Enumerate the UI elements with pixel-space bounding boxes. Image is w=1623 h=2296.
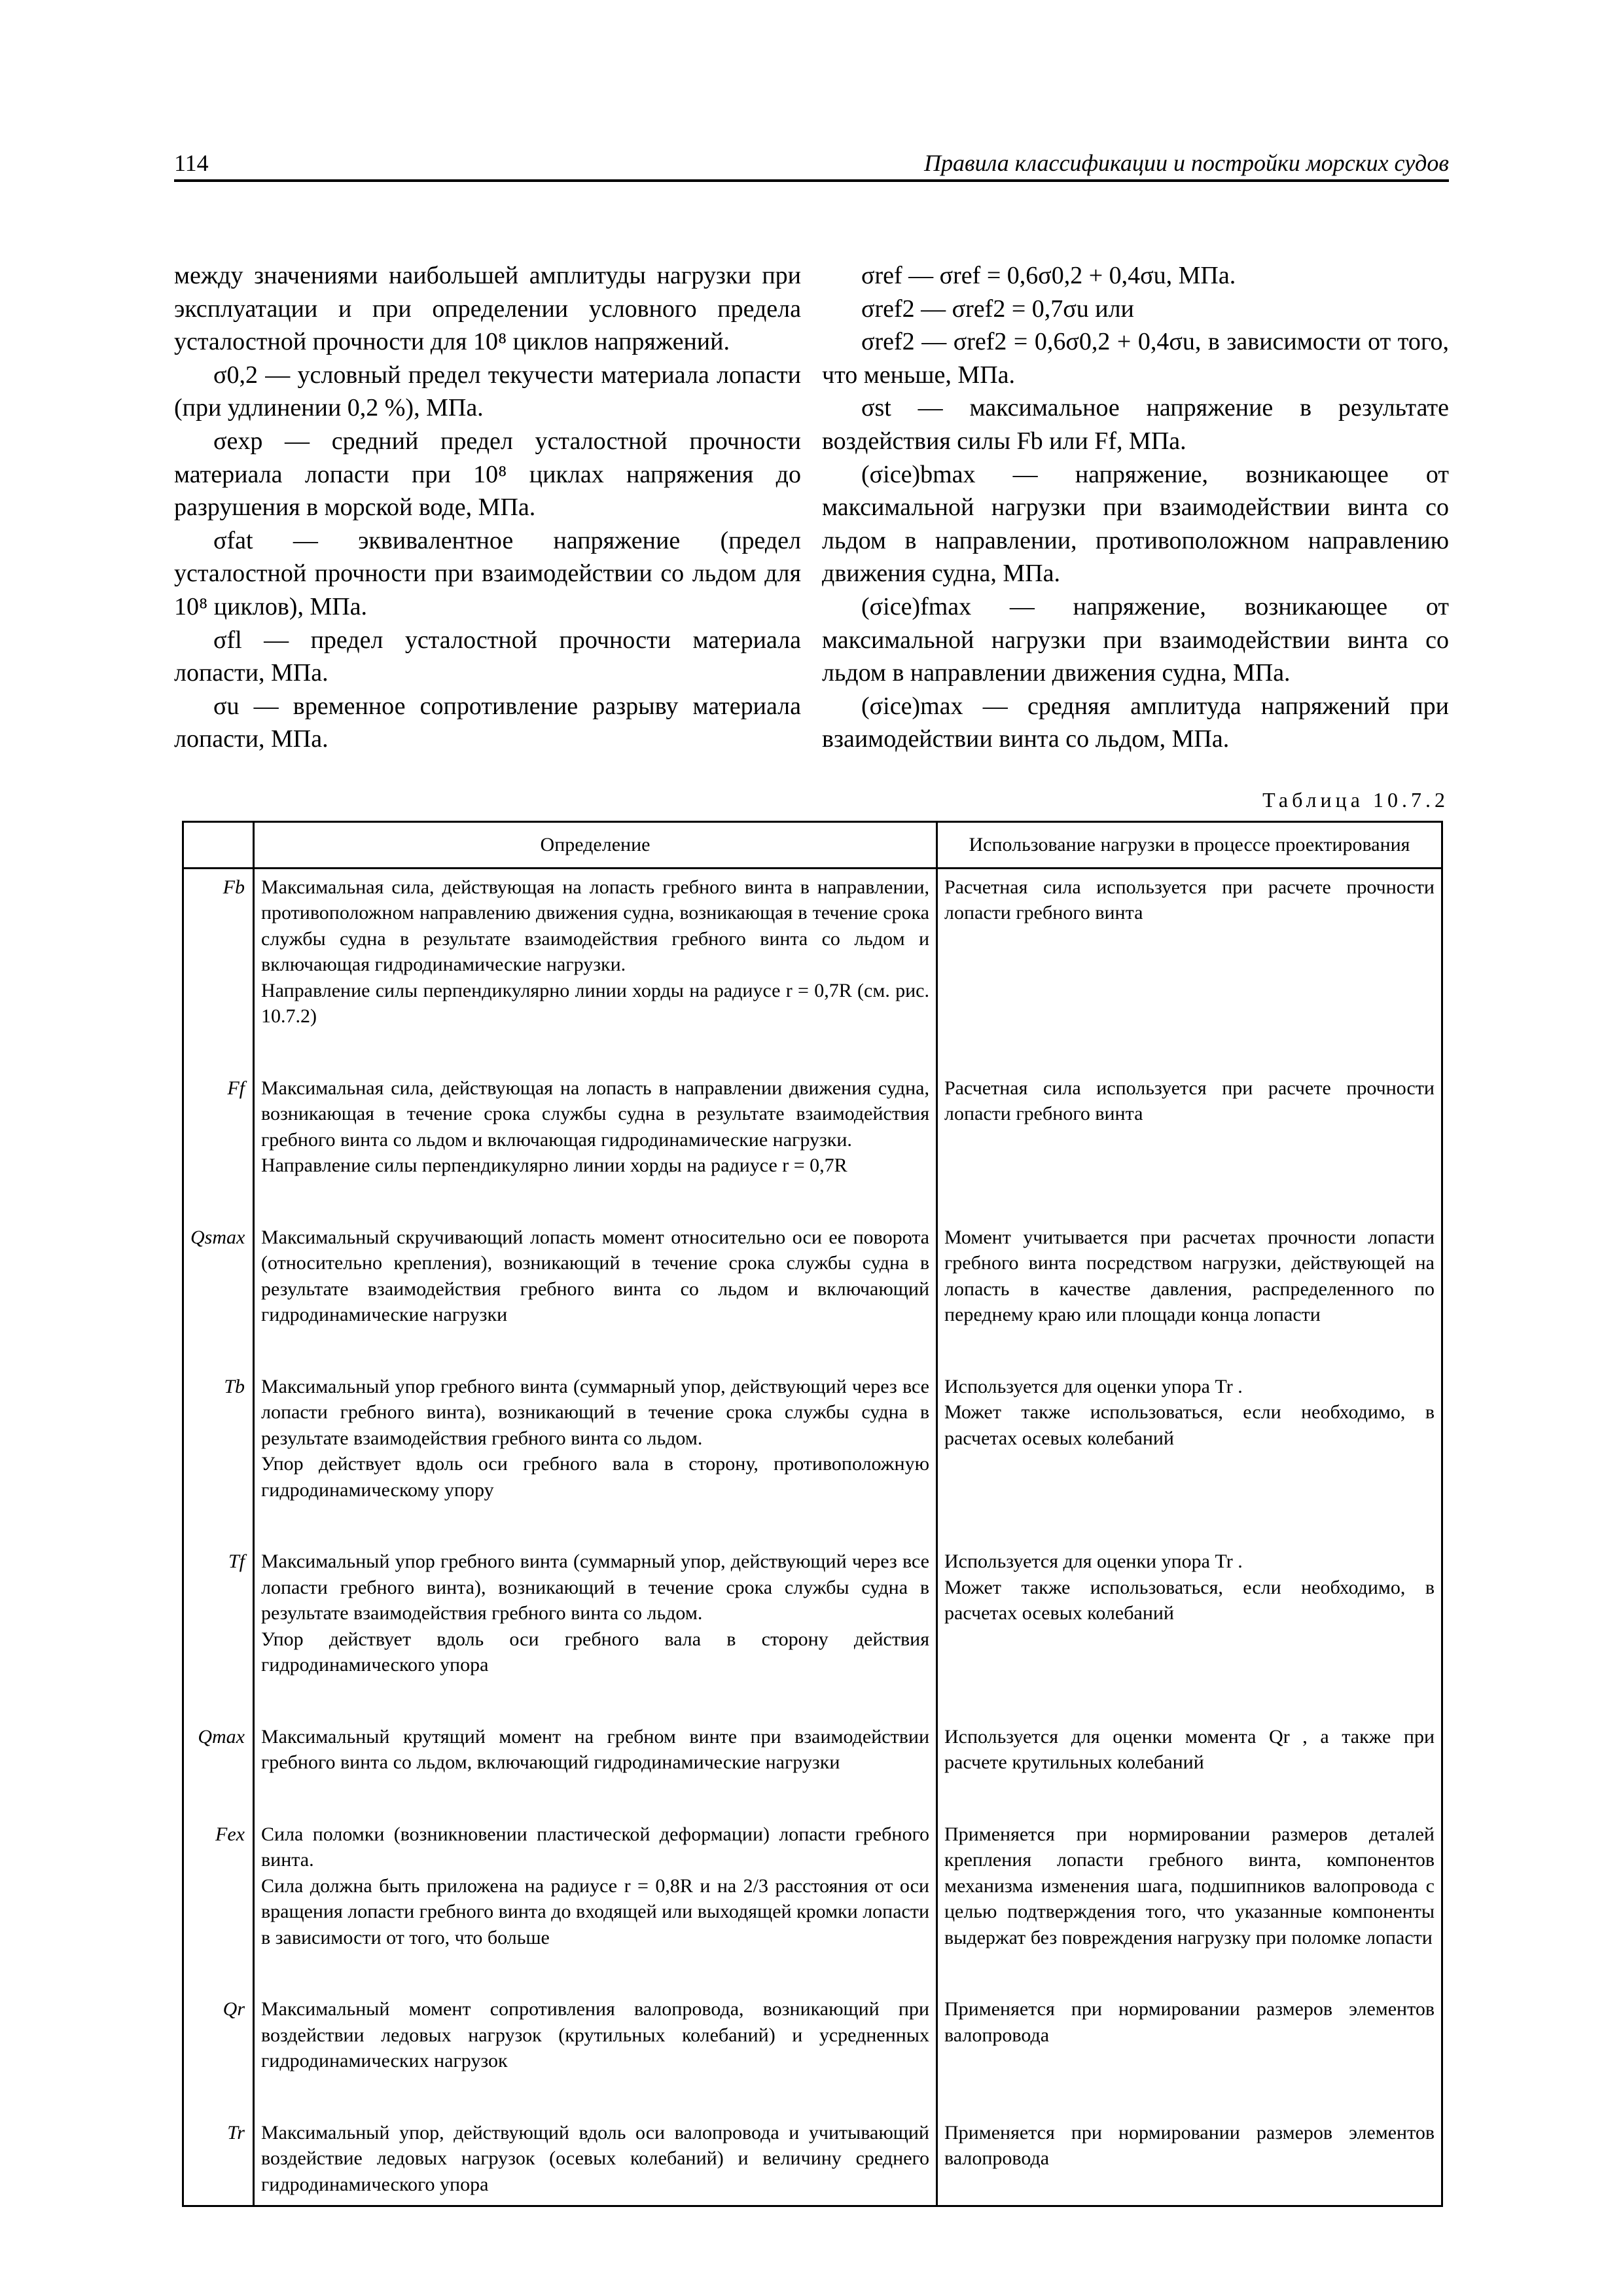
loads-table: [182, 821, 1443, 2207]
row-definition: Максимальный упор гребного винта (суммарный упор, действующий через все лопасти гребного винта), возникающий в течение срока службы судна в результате взаимодействия гребного винта со льдом. Упор действует вдоль оси гребного вала в сторону действия гидродинамического упора: [254, 1543, 937, 1719]
table-row: [183, 1719, 1442, 1816]
paragraph: σexp — средний предел усталостной прочности материала лопасти при 10⁸ циклах напряжения до разрушения в морской воде, МПа.: [174, 427, 801, 522]
row-definition: Максимальная сила, действующая на лопасть в направлении движения судна, возникающая в течение срока службы судна в результате взаимодействия гребного винта со льдом и включающая гидродинамические нагрузки. Направление силы перпендикулярно линии хорды на радиусе r = 0,7R: [254, 1070, 937, 1219]
header-definition: Определение: [254, 822, 937, 869]
paragraph: между значениями наибольшей амплитуды нагрузки при эксплуатации и при определении условного предела усталостной прочности для 10⁸ циклов напряжений.: [174, 262, 801, 356]
paragraph: (σice)max — средняя амплитуда напряжений при взаимодействии винта со льдом, МПа.: [822, 692, 1449, 753]
row-usage: Расчетная сила используется при расчете прочности лопасти гребного винта: [937, 868, 1442, 1070]
table-row: [183, 1543, 1442, 1719]
paragraph: σfat — эквивалентное напряжение (предел усталостной прочности при взаимодействии со льдом для 10⁸ циклов), МПа.: [174, 526, 801, 620]
row-symbol: Tf: [183, 1543, 254, 1719]
header-rule: [174, 179, 1449, 182]
row-usage: Применяется при нормировании размеров элементов валопровода: [937, 1991, 1442, 2115]
page-number: 114: [174, 150, 209, 176]
paragraph: σst — максимальное напряжение в результате воздействия силы Fb или Ff, МПа.: [822, 394, 1449, 455]
row-definition: Максимальный скручивающий лопасть момент относительно оси ее поворота (относительно крепления), возникающий в течение срока службы судна в результате взаимодействия гребного винта со льдом и включающий гидродинамические нагрузки: [254, 1219, 937, 1369]
row-definition: Сила поломки (возникновении пластической деформации) лопасти гребного винта. Сила должна быть приложена на радиусе r = 0,8R и на 2/3 расстояния от оси вращения лопасти гребного винта до входящей или выходящей кромки лопасти в зависимости от того, что больше: [254, 1816, 937, 1992]
table-row: [183, 1991, 1442, 2115]
row-usage: Момент учитывается при расчетах прочности лопасти гребного винта посредством нагрузки, действующей на лопасть в качестве давления, распределенного по переднему краю или площади конца лопасти: [937, 1219, 1442, 1369]
table-header-row: [183, 822, 1442, 869]
row-symbol: Tr: [183, 2115, 254, 2206]
row-symbol: Fex: [183, 1816, 254, 1992]
row-symbol: Qsmax: [183, 1219, 254, 1369]
row-definition: Максимальный момент сопротивления валопровода, возникающий при воздействии ледовых нагрузок (крутильных колебаний) и усредненных гидродинамических нагрузок: [254, 1991, 937, 2115]
row-symbol: Ff: [183, 1070, 254, 1219]
paragraph: σu — временное сопротивление разрыву материала лопасти, МПа.: [174, 692, 801, 753]
left-column: [174, 259, 801, 756]
page-header: [174, 149, 1449, 177]
row-usage: Применяется при нормировании размеров деталей крепления лопасти гребного винта, компонентов механизма изменения шага, подшипников валопровода с целью подтверждения того, что указанные компоненты выдержат без повреждения нагрузку при поломке лопасти: [937, 1816, 1442, 1992]
table-row: [183, 1070, 1442, 1219]
row-usage: Применяется при нормировании размеров элементов валопровода: [937, 2115, 1442, 2206]
header-usage: Использование нагрузки в процессе проектирования: [937, 822, 1442, 869]
paragraph: σref2 — σref2 = 0,6σ0,2 + 0,4σu, в зависимости от того, что меньше, МПа.: [822, 328, 1449, 389]
row-definition: Максимальный крутящий момент на гребном винте при взаимодействии гребного винта со льдом, включающий гидродинамические нагрузки: [254, 1719, 937, 1816]
table-row: [183, 868, 1442, 1070]
row-usage: Используется для оценки упора Tr . Может также использоваться, если необходимо, в расчетах осевых колебаний: [937, 1369, 1442, 1544]
paragraph: (σice)fmax — напряжение, возникающее от максимальной нагрузки при взаимодействии винта со льдом в направлении движения судна, МПа.: [822, 592, 1449, 687]
paragraph: σref2 — σref2 = 0,7σu или: [861, 295, 1134, 323]
row-definition: Максимальная сила, действующая на лопасть гребного винта в направлении, противоположном направлению движения судна, возникающая в течение срока службы судна в результате взаимодействия гребного винта со льдом и включающая гидродинамические нагрузки. Направление силы перпендикулярно линии хорды на радиусе r = 0,7R (см. рис. 10.7.2): [254, 868, 937, 1070]
row-usage: Используется для оценки момента Qr , а также при расчете крутильных колебаний: [937, 1719, 1442, 1816]
row-definition: Максимальный упор гребного винта (суммарный упор, действующий через все лопасти гребного винта), возникающий в течение срока службы судна в результате взаимодействия гребного винта со льдом. Упор действует вдоль оси гребного вала в сторону, противоположную гидродинамическому упору: [254, 1369, 937, 1544]
table-caption: Таблица 10.7.2: [1262, 788, 1449, 812]
table-row: [183, 1816, 1442, 1992]
running-title: Правила классификации и постройки морских судов: [924, 150, 1449, 176]
row-symbol: Qmax: [183, 1719, 254, 1816]
paragraph: σref — σref = 0,6σ0,2 + 0,4σu, МПа.: [861, 262, 1236, 289]
paragraph: σ0,2 — условный предел текучести материала лопасти (при удлинении 0,2 %), МПа.: [174, 361, 801, 422]
table-row: [183, 2115, 1442, 2206]
right-column: [822, 259, 1449, 756]
row-symbol: Fb: [183, 868, 254, 1070]
header-symbol: [183, 822, 254, 869]
row-symbol: Qr: [183, 1991, 254, 2115]
row-usage: Используется для оценки упора Tr . Может также использоваться, если необходимо, в расчетах осевых колебаний: [937, 1543, 1442, 1719]
paragraph: (σice)bmax — напряжение, возникающее от максимальной нагрузки при взаимодействии винта со льдом в направлении, противоположном направлению движения судна, МПа.: [822, 460, 1449, 588]
table-row: [183, 1369, 1442, 1544]
row-usage: Расчетная сила используется при расчете прочности лопасти гребного винта: [937, 1070, 1442, 1219]
paragraph: σfl — предел усталостной прочности материала лопасти, МПа.: [174, 626, 801, 687]
table-row: [183, 1219, 1442, 1369]
row-definition: Максимальный упор, действующий вдоль оси валопровода и учитывающий воздействие ледовых нагрузок (осевых колебаний) и величину среднего гидродинамического упора: [254, 2115, 937, 2206]
row-symbol: Tb: [183, 1369, 254, 1544]
